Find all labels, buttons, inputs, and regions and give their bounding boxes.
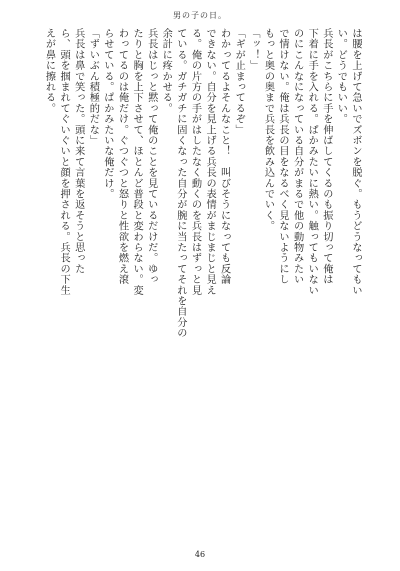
text-column: わかってるよそんなこと！ 叫びそうになっても反論 — [218, 28, 230, 285]
text-column: わってるのは俺だけ。ぐつぐつと怒りと性欲を燃え滾 — [116, 28, 128, 285]
text-column: のにこんなになっている自分がまるで他の動物みたい — [291, 28, 303, 285]
page-number: 46 — [194, 550, 206, 559]
text-column: 下着に手を入れる。ぱかみたいに熱い。触ってもいない — [306, 28, 318, 296]
text-column: ら、頭を掴まれてぐいぐいと顔を押される。兵長の下生 — [58, 28, 70, 296]
text-column: 「ずいぶん積極的だな」 — [87, 28, 99, 146]
text-column: は腰を上げて急いでズボンを脱ぐ。もうどうなってもい — [350, 28, 361, 296]
upper-text-block — [40, 28, 362, 498]
text-column: 「ッ！」 — [247, 28, 259, 71]
text-column: 余計に疼かせる。 — [160, 28, 172, 114]
text-column: 兵長はじっと黙って俺のことを見ているだけだ。ゆっ — [145, 28, 157, 285]
text-column: 兵長がこちらに手を伸ばしてくるのも振り切って俺は — [320, 28, 332, 285]
text-column: ている。ガチガチに固くなった自分が腕に当たってそれを自分の — [174, 28, 186, 339]
text-column: えが鼻に擦れる。 — [43, 28, 55, 114]
text-column: る。俺の片方の手がはしたなく動くのを兵長はずっと見 — [189, 28, 201, 296]
text-column: たりと胸を上下させて、ほとんど普段と変わらない。変 — [131, 28, 143, 296]
text-column: い。どうでもいい。 — [335, 28, 347, 125]
text-column: できない。自分を見上げる兵長の表情がまじまじと見え — [204, 28, 216, 296]
text-column: らせている。ぱかみたいな俺だけ。 — [101, 28, 113, 200]
text-column: もっと奥の奥まで兵長を飲み込んでいく。 — [262, 28, 274, 232]
text-column: 兵長は鼻で笑った。頭に来て言葉を返そうと思った — [72, 28, 84, 275]
text-column: 「ギが止まってるぞ」 — [233, 28, 245, 135]
text-column: で情けない。俺は兵長の目をなるべく見ないようにし — [277, 28, 289, 285]
running-header: 男の子の日。 — [173, 11, 227, 20]
